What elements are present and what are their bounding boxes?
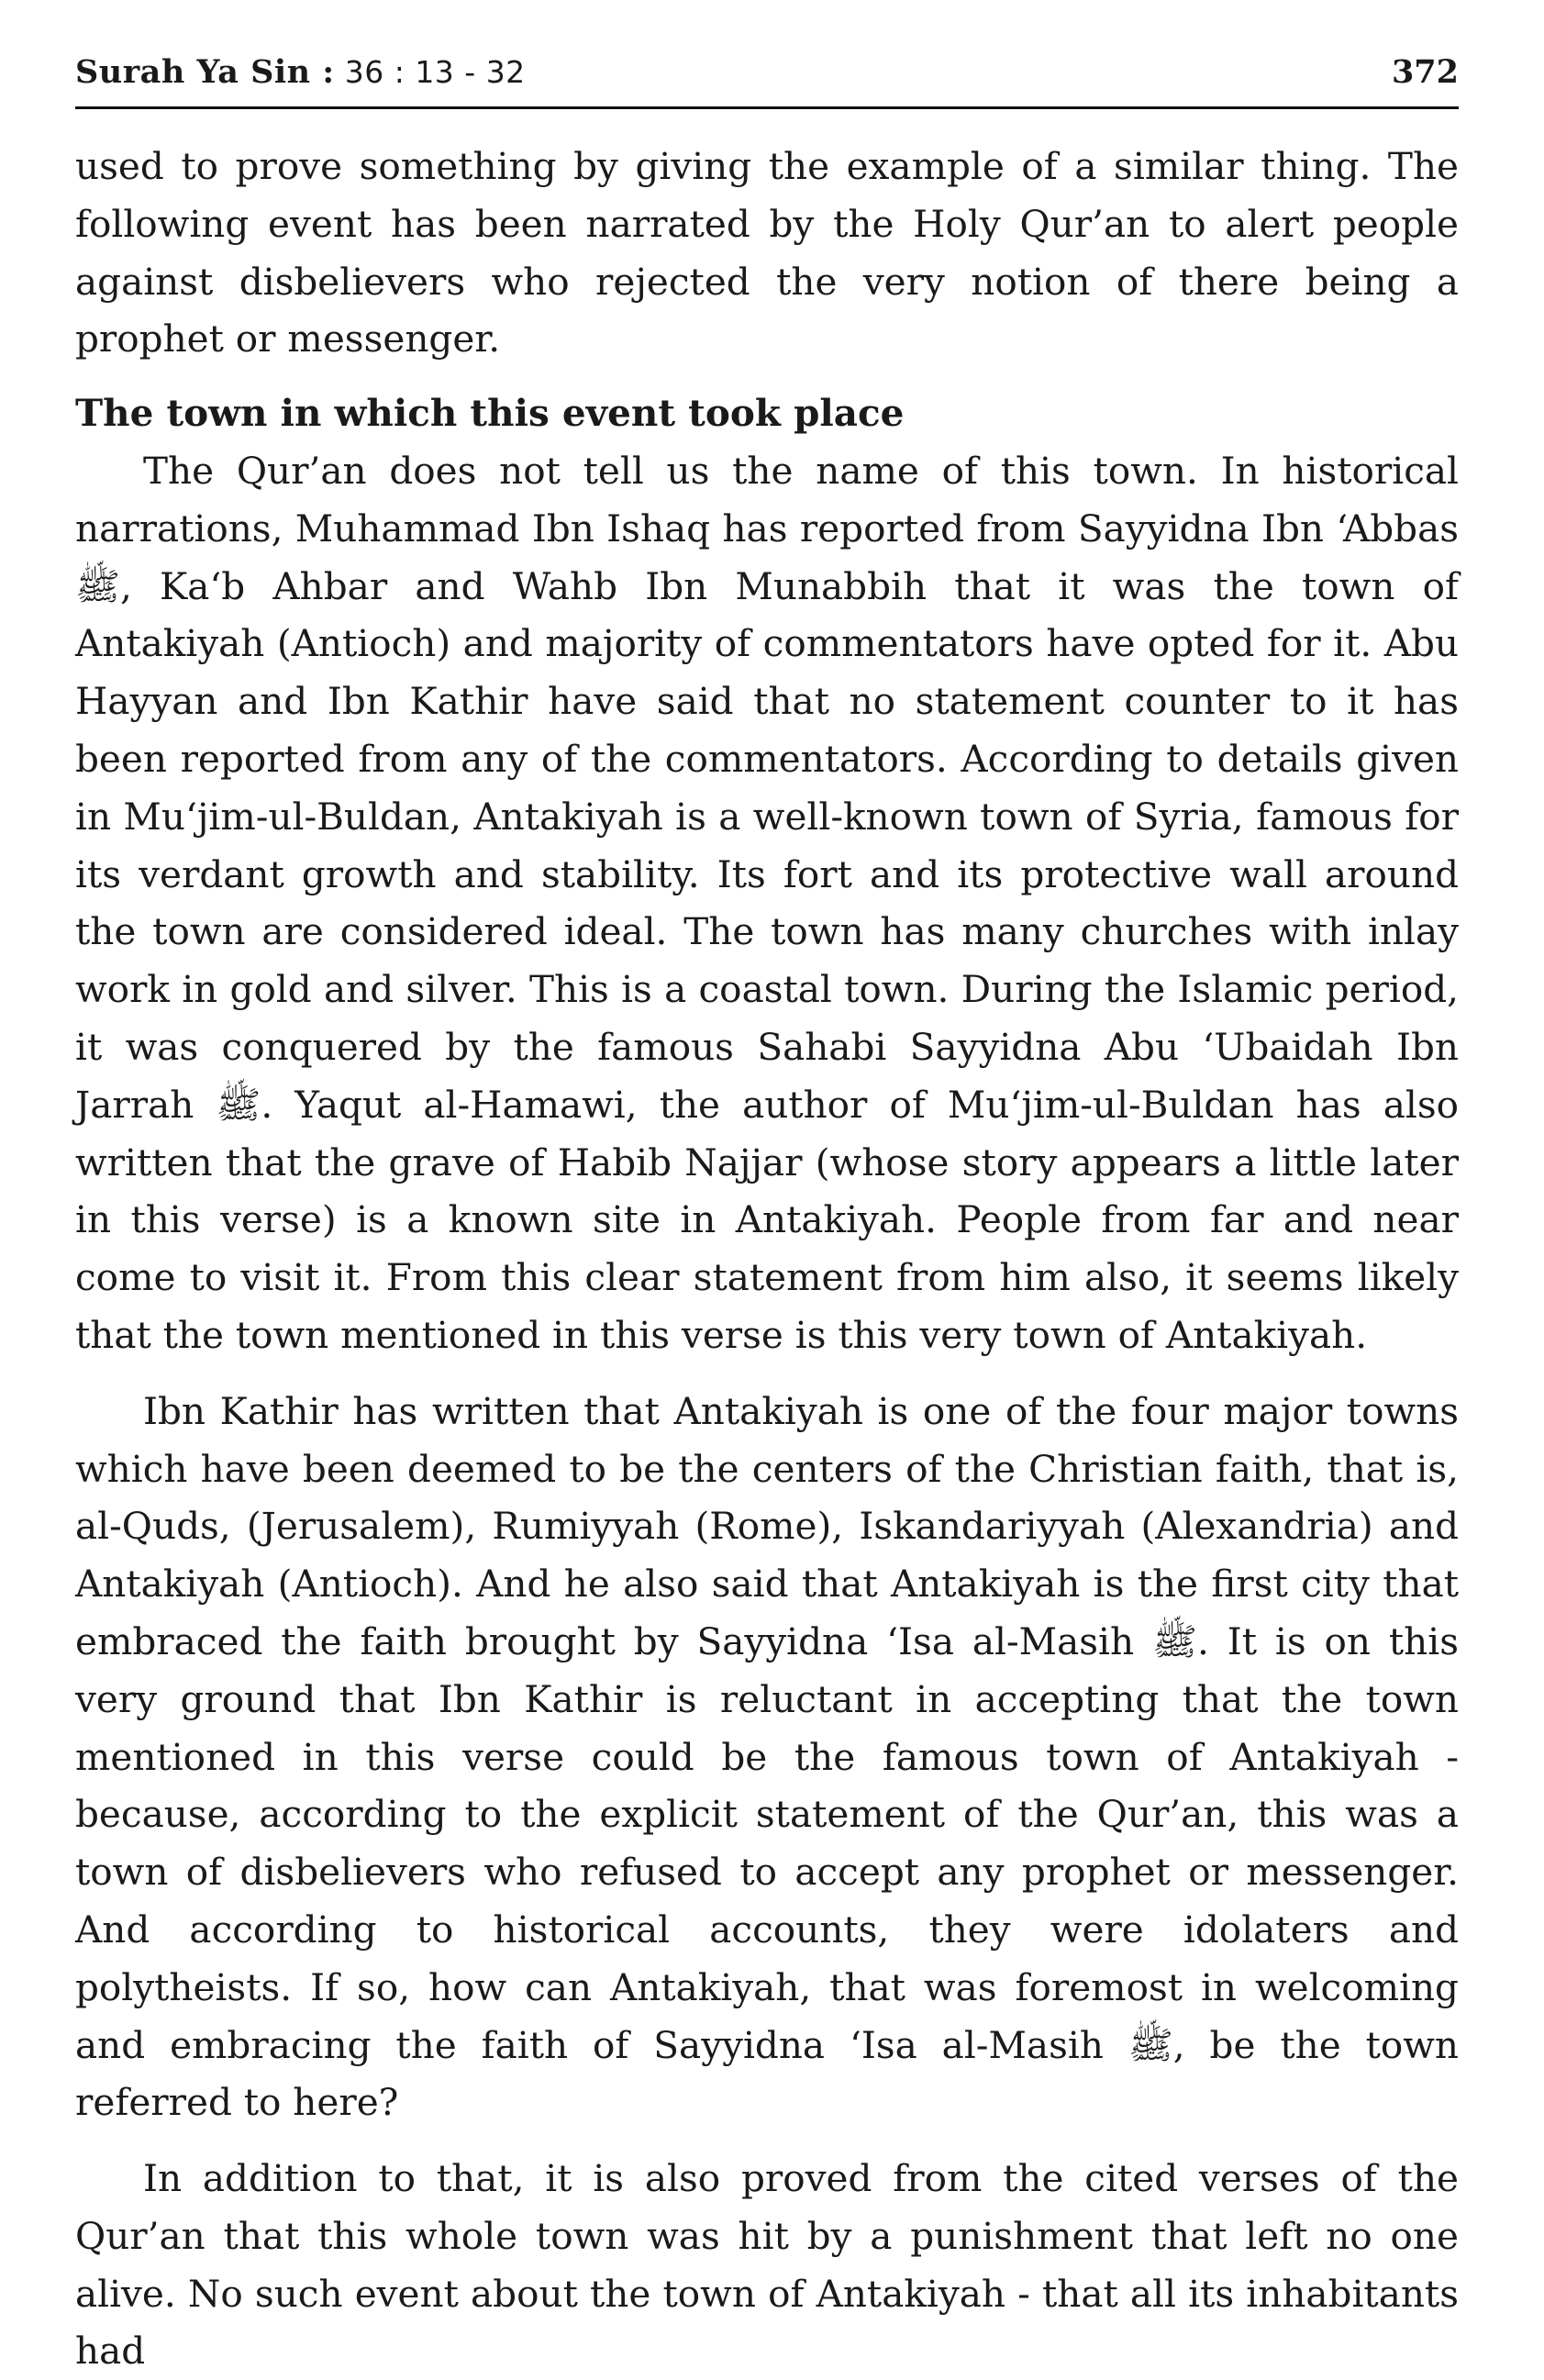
paragraph-ibn-kathir: Ibn Kathir has written that Antakiyah is one of the four major towns which have been deemed to be the centers of the Christian faith, that is, al-Quds, (Jerusalem), Rumiyyah (Rome), Iskandariyyah (Alexandria) and Antakiyah (Antioch). And he also said that Antakiyah is the first city that embraced the faith brought by Sayyidna ‘Isa al-Masih ﷺ. It is on this very ground that Ibn Kathir is reluctant in accepting that the town mentioned in this verse could be the famous town of Antakiyah - because, according to the explicit statement of the Qur’an, this was a town of disbelievers who refused to accept any prophet or messenger. And according to historical accounts, they were idolaters and polytheists. If so, how can Antakiyah, that was foremost in welcoming and embracing the faith of Sayyidna ‘Isa al-Masih ﷺ, be the town referred to here? xyxy=(75,1388,1459,2125)
paragraph-intro: used to prove something by giving the example of a similar thing. The following event has been narrated by the Holy Qur’an to alert people against disbelievers who rejected the very notion of there being a prophet or messenger. xyxy=(75,144,1459,361)
running-header xyxy=(75,48,1459,109)
page-number: 372 xyxy=(1391,53,1459,91)
paragraph-punishment: In addition to that, it is also proved from the cited verses of the Qur’an that this whole town was hit by a punishment that left no one alive. No such event about the town of Antakiyah - that all its inhabitants had xyxy=(75,2156,1459,2374)
page-body xyxy=(75,138,1459,2380)
verse-reference: 36 : 13 - 32 xyxy=(334,54,526,90)
surah-title: Surah Ya Sin : 36 : 13 - 32 xyxy=(75,53,526,91)
section-heading: The town in which this event took place xyxy=(75,391,905,436)
paragraph-town-identity: The Qur’an does not tell us the name of this town. In historical narrations, Muhammad Ibn Ishaq has reported from Sayyidna Ibn ‘Abbas ﷺ, Ka‘b Ahbar and Wahb Ibn Munabbih that it was the town of Antakiyah (Antioch) and majority of commentators have opted for it. Abu Hayyan and Ibn Kathir have said that no statement counter to it has been reported from any of the commentators. According to details given in Mu‘jim-ul-Buldan, Antakiyah is a well-known town of Syria, famous for its verdant growth and stability. Its fort and its protective wall around the town are considered ideal. The town has many churches with inlay work in gold and silver. This is a coastal town. During the Islamic period, it was conquered by the famous Sahabi Sayyidna Abu ‘Ubaidah Ibn Jarrah ﷺ. Yaqut al-Hamawi, the author of Mu‘jim-ul-Buldan has also written that the grave of Habib Najjar (whose story appears a little later in this verse) is a known site in Antakiyah. People from far and near come to visit it. From this clear statement from him also, it seems likely that the town mentioned in this verse is this very town of Antakiyah. xyxy=(75,448,1459,1357)
